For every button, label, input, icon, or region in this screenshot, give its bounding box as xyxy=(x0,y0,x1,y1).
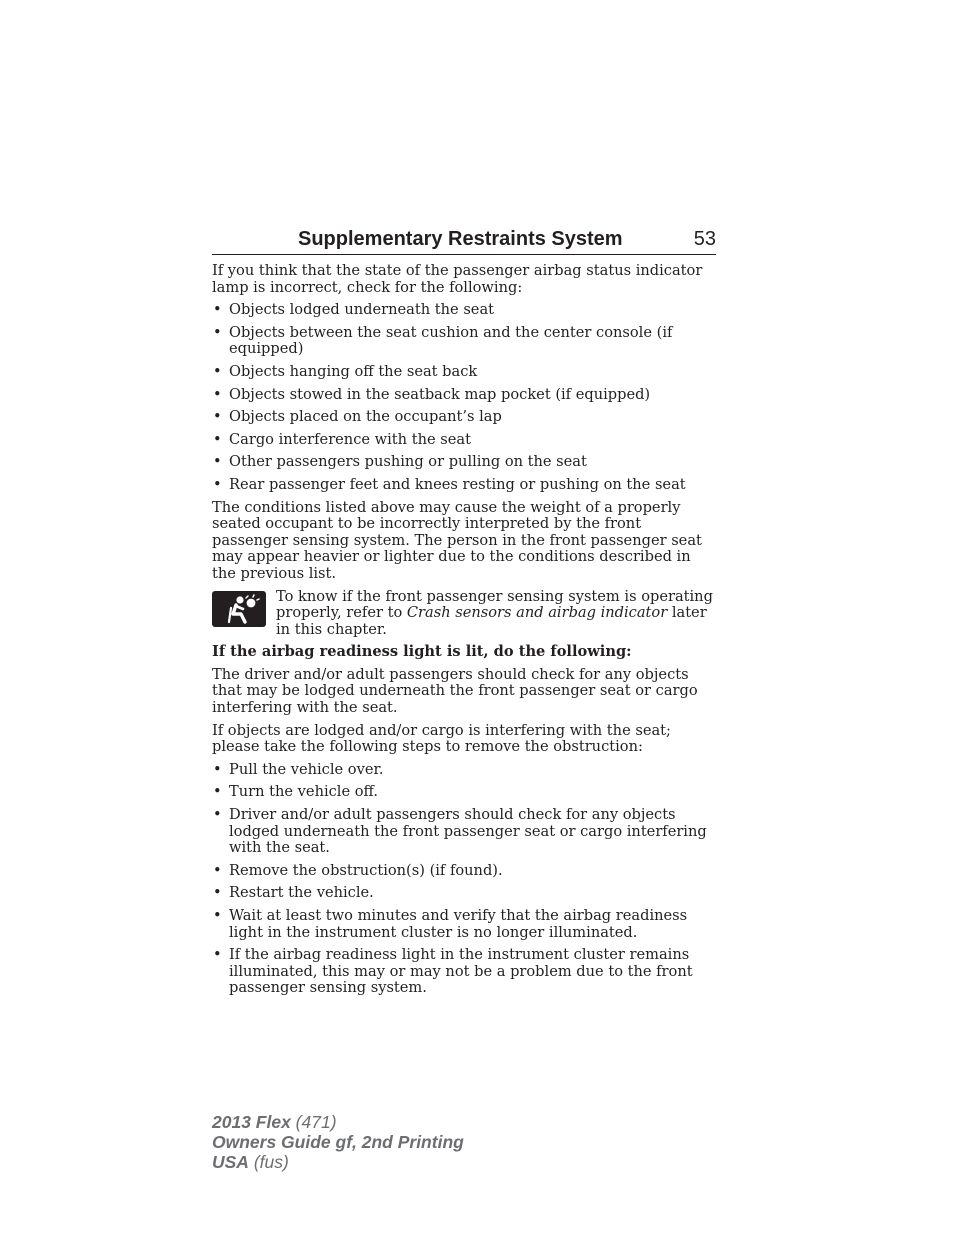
list-item: • Wait at least two minutes and verify that the airbag readiness light in the instrument cluster is no longer illuminated. xyxy=(212,908,716,941)
list-item: • Objects hanging off the seat back xyxy=(212,364,716,381)
list-item: • Remove the obstruction(s) (if found). xyxy=(212,863,716,880)
page-number: 53 xyxy=(693,228,716,250)
list-item: • Objects lodged underneath the seat xyxy=(212,302,716,319)
paragraph-driver-check: The driver and/or adult passengers should check for any objects that may be lodged underneath the front passenger seat or cargo interfering with the seat. xyxy=(212,665,698,717)
page-footer xyxy=(212,1112,464,1172)
steps-list xyxy=(212,762,716,997)
list-item: • Objects stowed in the seatback map pocket (if equipped) xyxy=(212,387,716,404)
footer-line-market xyxy=(212,1152,464,1172)
note-reference: Crash sensors and airbag indicator xyxy=(406,604,668,622)
subheading: If the airbag readiness light is lit, do the following: xyxy=(212,643,632,661)
list-item: • Rear passenger feet and knees resting or pushing on the seat xyxy=(212,477,716,494)
footer-model: 2013 Flex xyxy=(212,1112,291,1132)
list-item: • Driver and/or adult passengers should check for any objects lodged underneath the front passenger seat or cargo interfering with the seat. xyxy=(212,807,716,857)
footer-guide: Owners Guide gf, 2nd Printing xyxy=(212,1132,464,1152)
list-item: • Turn the vehicle off. xyxy=(212,784,716,801)
footer-market: USA xyxy=(212,1152,249,1172)
list-item: • If the airbag readiness light in the instrument cluster remains illuminated, this may or may not be a problem due to the front passenger sensing system. xyxy=(212,947,716,997)
paragraph-obstruction: If objects are lodged and/or cargo is interfering with the seat; please take the following steps to remove the obstruction: xyxy=(212,721,671,756)
list-item: • Cargo interference with the seat xyxy=(212,432,716,449)
section-title: Supplementary Restraints System xyxy=(298,228,623,250)
check-list xyxy=(212,302,716,493)
note-block xyxy=(212,589,716,639)
note-text-after: later in this chapter. xyxy=(276,604,707,638)
list-item: • Objects placed on the occupant’s lap xyxy=(212,409,716,426)
list-item: • Restart the vehicle. xyxy=(212,885,716,902)
footer-model-code: (471) xyxy=(290,1112,337,1132)
list-item: • Pull the vehicle over. xyxy=(212,762,716,779)
footer-line-model xyxy=(212,1112,464,1132)
list-item: • Other passengers pushing or pulling on the seat xyxy=(212,454,716,471)
footer-line-guide xyxy=(212,1132,464,1152)
conditions-paragraph: The conditions listed above may cause the weight of a properly seated occupant to be incorrectly interpreted by the front passenger sensing system. The person in the front passenger seat may appear heavier or lighter due to the conditions described in the previous list. xyxy=(212,498,702,582)
airbag-occupant-icon xyxy=(212,591,266,627)
page-content xyxy=(212,228,716,1003)
intro-paragraph: If you think that the state of the passenger airbag status indicator lamp is incorrect, check for the following: xyxy=(212,262,703,296)
note-text-before: To know if the front passenger sensing system is operating properly, refer to xyxy=(276,587,713,622)
footer-market-code: (fus) xyxy=(248,1152,289,1172)
page-header xyxy=(212,228,716,255)
list-item: • Objects between the seat cushion and the center console (if equipped) xyxy=(212,325,716,358)
note-text xyxy=(276,589,716,639)
